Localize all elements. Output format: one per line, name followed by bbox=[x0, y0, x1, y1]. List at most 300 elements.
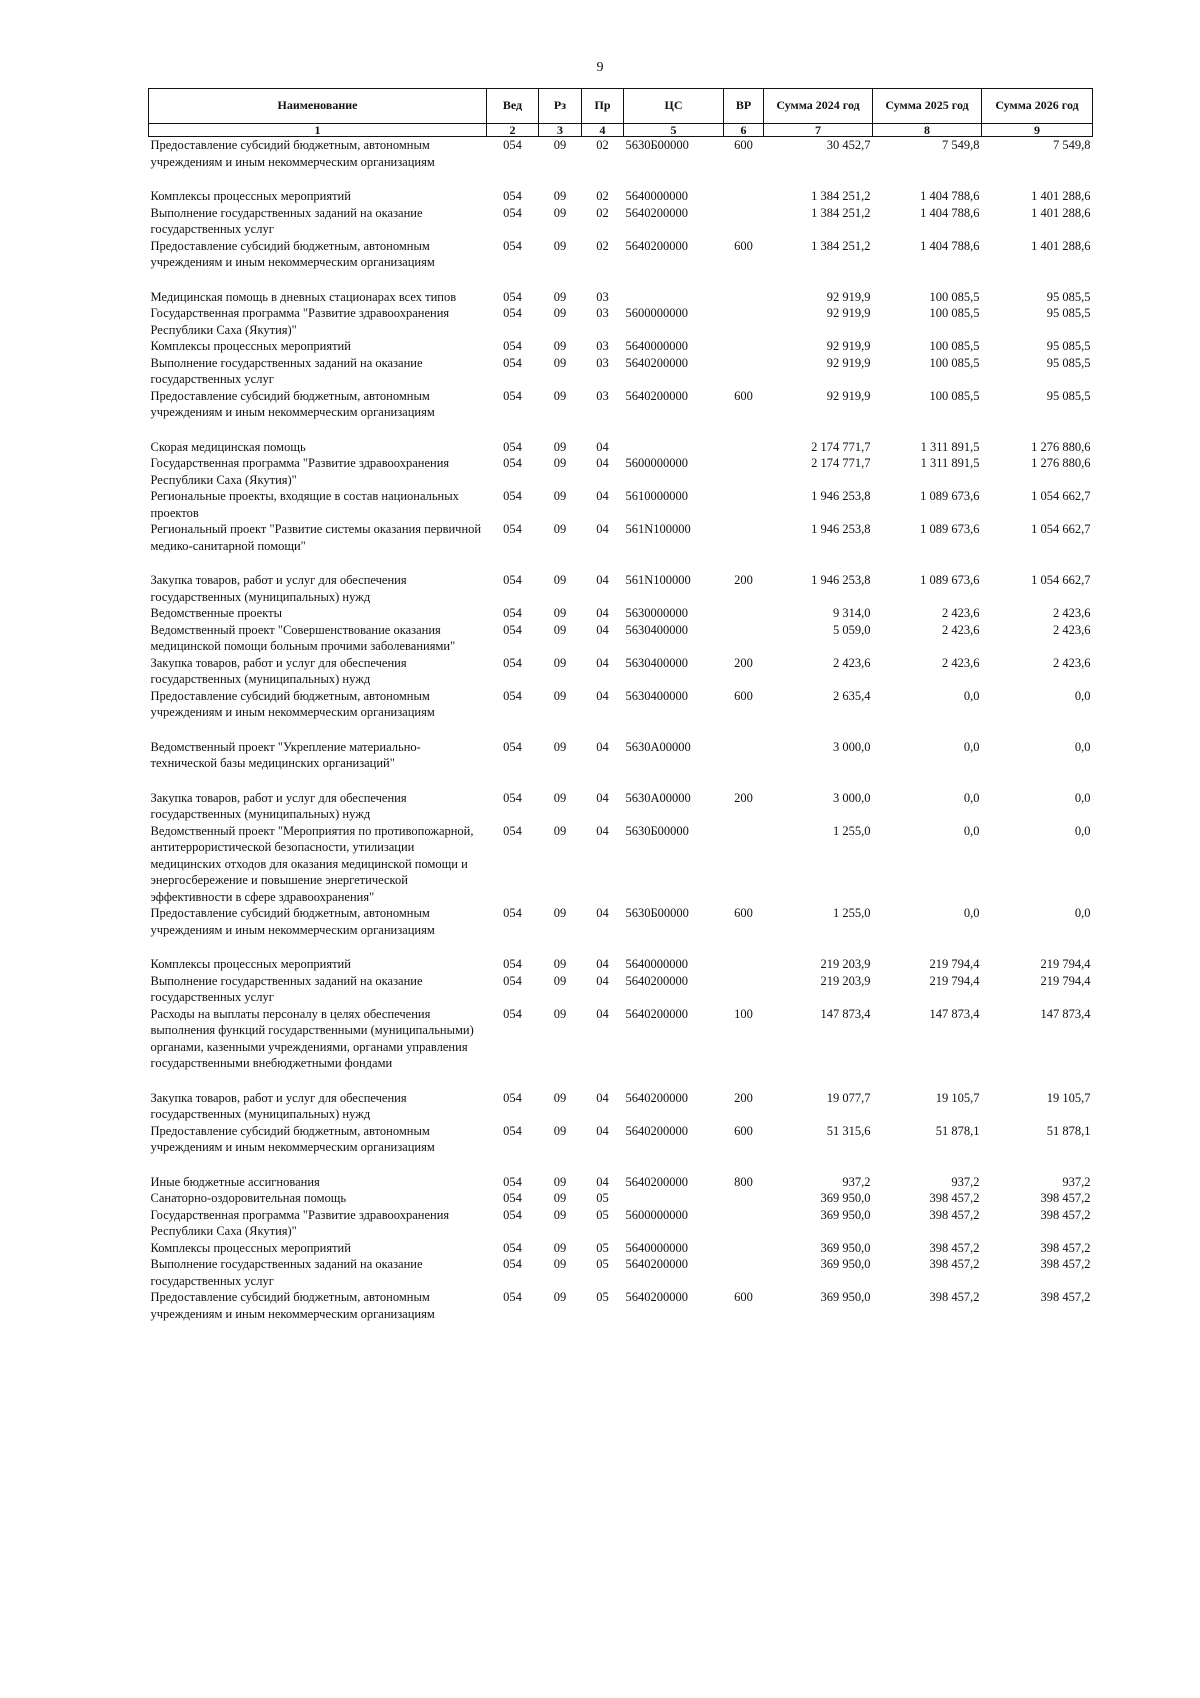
column-number: 4 bbox=[582, 124, 624, 137]
cell-name: Ведомственные проекты bbox=[150, 606, 283, 620]
table-row bbox=[149, 455, 1093, 488]
column-number: 3 bbox=[539, 124, 582, 137]
cell-cs: 5640200000 bbox=[625, 1006, 688, 1021]
cell-sum-2024: 369 950,0 bbox=[820, 1240, 871, 1255]
cell-name: Комплексы процессных мероприятий bbox=[150, 1240, 351, 1255]
cell-sum-2025: 0,0 bbox=[963, 906, 980, 920]
column-number: 2 bbox=[487, 124, 539, 137]
cell-ved: 054 bbox=[503, 439, 522, 454]
cell-sum-2024: 5 059,0 bbox=[833, 622, 871, 637]
cell-sum-2025: 1 311 891,5 bbox=[920, 456, 980, 470]
cell-pr: 02 bbox=[596, 205, 609, 220]
cell-pr: 05 bbox=[596, 1207, 609, 1222]
cell-name: Выполнение государственных заданий на оказание государственных услуг bbox=[150, 973, 423, 1004]
budget-table bbox=[148, 88, 1093, 1322]
cell-vr bbox=[724, 605, 764, 622]
header-rz: Рз bbox=[539, 89, 582, 124]
cell-name: Закупка товаров, работ и услуг для обеспечения государственных (муниципальных) нужд bbox=[150, 790, 407, 821]
cell-cs: 5630400000 bbox=[625, 622, 688, 637]
cell-sum-2025: 219 794,4 bbox=[929, 957, 980, 971]
cell-pr: 04 bbox=[596, 957, 609, 971]
cell-name: Государственная программа "Развитие здравоохранения Республики Саха (Якутия)" bbox=[150, 456, 450, 487]
cell-sum-2025: 7 549,8 bbox=[942, 138, 980, 152]
cell-rz: 09 bbox=[553, 1006, 567, 1021]
header-cs: ЦС bbox=[624, 89, 724, 124]
cell-cs: 5640000000 bbox=[625, 339, 688, 353]
table-row bbox=[149, 137, 1093, 189]
cell-cs bbox=[624, 289, 724, 306]
cell-vr bbox=[724, 1256, 764, 1289]
table-row bbox=[149, 1207, 1093, 1240]
cell-sum-2025: 100 085,5 bbox=[929, 355, 980, 370]
cell-ved: 054 bbox=[503, 906, 522, 920]
cell-sum-2026: 51 878,1 bbox=[1046, 1123, 1091, 1138]
cell-ved: 054 bbox=[503, 1006, 522, 1021]
cell-name: Выполнение государственных заданий на оказание государственных услуг bbox=[150, 1257, 423, 1288]
cell-rz: 09 bbox=[553, 622, 567, 637]
cell-ved: 054 bbox=[503, 739, 522, 754]
cell-vr: 200 bbox=[734, 790, 753, 805]
cell-rz: 09 bbox=[553, 138, 567, 152]
cell-name: Предоставление субсидий бюджетным, автономным учреждениям и иным некоммерческим организациям bbox=[150, 238, 435, 269]
cell-pr: 04 bbox=[596, 573, 609, 587]
cell-sum-2024: 937,2 bbox=[842, 1174, 871, 1189]
cell-cs: 5640200000 bbox=[625, 238, 688, 253]
cell-vr: 600 bbox=[734, 688, 753, 703]
cell-sum-2026: 95 085,5 bbox=[1046, 355, 1091, 370]
cell-ved: 054 bbox=[503, 973, 522, 988]
table-row bbox=[149, 521, 1093, 572]
cell-rz: 09 bbox=[553, 355, 567, 370]
cell-sum-2024: 92 919,9 bbox=[826, 289, 871, 304]
cell-ved: 054 bbox=[503, 688, 522, 703]
cell-vr bbox=[724, 355, 764, 388]
cell-pr: 05 bbox=[596, 1290, 609, 1304]
cell-pr: 03 bbox=[596, 388, 609, 403]
cell-sum-2026: 1 276 880,6 bbox=[1031, 456, 1091, 470]
cell-pr: 04 bbox=[596, 606, 609, 620]
cell-vr: 600 bbox=[734, 238, 753, 253]
cell-sum-2026: 7 549,8 bbox=[1053, 138, 1091, 152]
cell-ved: 054 bbox=[503, 573, 522, 587]
cell-ved: 054 bbox=[503, 1207, 522, 1222]
cell-name: Комплексы процессных мероприятий bbox=[150, 189, 351, 203]
cell-cs: 5640200000 bbox=[625, 355, 688, 370]
table-row bbox=[149, 688, 1093, 739]
cell-pr: 02 bbox=[596, 189, 609, 203]
cell-vr bbox=[724, 622, 764, 655]
cell-vr: 600 bbox=[734, 906, 753, 920]
header-sum-2025: Сумма 2025 год bbox=[873, 89, 982, 124]
cell-pr: 04 bbox=[596, 456, 609, 470]
cell-pr: 05 bbox=[596, 1240, 609, 1255]
cell-vr bbox=[724, 739, 764, 790]
cell-sum-2025: 19 105,7 bbox=[935, 1090, 980, 1105]
cell-sum-2026: 937,2 bbox=[1062, 1174, 1091, 1189]
cell-sum-2026: 147 873,4 bbox=[1040, 1006, 1091, 1021]
cell-ved: 054 bbox=[503, 388, 522, 403]
cell-cs: 5640200000 bbox=[625, 1123, 688, 1138]
cell-rz: 09 bbox=[553, 439, 567, 454]
cell-sum-2024: 1 255,0 bbox=[833, 823, 871, 838]
cell-rz: 09 bbox=[553, 289, 567, 304]
cell-sum-2024: 219 203,9 bbox=[820, 973, 871, 988]
cell-ved: 054 bbox=[503, 957, 522, 971]
cell-pr: 04 bbox=[596, 522, 609, 536]
cell-sum-2026: 219 794,4 bbox=[1040, 973, 1091, 988]
cell-ved: 054 bbox=[503, 1090, 522, 1105]
cell-sum-2024: 3 000,0 bbox=[833, 790, 871, 805]
cell-sum-2024: 1 946 253,8 bbox=[811, 573, 871, 587]
cell-rz: 09 bbox=[553, 339, 567, 353]
cell-name: Иные бюджетные ассигнования bbox=[150, 1174, 320, 1189]
page-number: 9 bbox=[596, 60, 604, 75]
cell-vr bbox=[724, 823, 764, 906]
cell-rz: 09 bbox=[553, 906, 567, 920]
table-row bbox=[149, 605, 1093, 622]
cell-sum-2024: 9 314,0 bbox=[833, 606, 871, 620]
cell-cs: 5630А00000 bbox=[625, 790, 691, 805]
cell-cs: 5640000000 bbox=[625, 189, 688, 203]
cell-sum-2024: 147 873,4 bbox=[820, 1006, 871, 1021]
cell-pr: 04 bbox=[596, 823, 609, 838]
cell-rz: 09 bbox=[553, 1174, 567, 1189]
cell-cs: 561N100000 bbox=[625, 573, 691, 587]
cell-vr bbox=[724, 488, 764, 521]
header-ved: Вед bbox=[487, 89, 539, 124]
cell-name: Предоставление субсидий бюджетным, автономным учреждениям и иным некоммерческим организациям bbox=[150, 388, 435, 419]
cell-pr: 04 bbox=[596, 622, 609, 637]
cell-sum-2025: 100 085,5 bbox=[929, 388, 980, 403]
cell-sum-2026: 95 085,5 bbox=[1046, 306, 1091, 320]
table-row bbox=[149, 1123, 1093, 1174]
cell-name: Предоставление субсидий бюджетным, автономным учреждениям и иным некоммерческим организациям bbox=[150, 138, 435, 169]
cell-vr bbox=[724, 1207, 764, 1240]
cell-rz: 09 bbox=[553, 606, 567, 620]
cell-vr: 200 bbox=[734, 655, 753, 670]
cell-rz: 09 bbox=[553, 688, 567, 703]
cell-rz: 09 bbox=[553, 205, 567, 220]
cell-sum-2024: 51 315,6 bbox=[826, 1123, 871, 1138]
cell-sum-2026: 95 085,5 bbox=[1046, 339, 1091, 353]
cell-pr: 03 bbox=[596, 339, 609, 353]
cell-pr: 04 bbox=[596, 973, 609, 988]
cell-vr bbox=[724, 338, 764, 355]
cell-cs: 5640200000 bbox=[625, 1174, 688, 1189]
cell-sum-2024: 219 203,9 bbox=[820, 957, 871, 971]
cell-sum-2024: 369 950,0 bbox=[820, 1191, 871, 1205]
cell-vr: 600 bbox=[734, 1290, 753, 1304]
cell-sum-2025: 0,0 bbox=[963, 688, 980, 703]
cell-ved: 054 bbox=[503, 489, 522, 503]
cell-sum-2026: 398 457,2 bbox=[1040, 1257, 1091, 1271]
cell-rz: 09 bbox=[553, 489, 567, 503]
cell-name: Предоставление субсидий бюджетным, автономным учреждениям и иным некоммерческим организациям bbox=[150, 688, 435, 719]
cell-vr: 200 bbox=[734, 573, 753, 587]
table-row bbox=[149, 289, 1093, 306]
cell-sum-2025: 1 404 788,6 bbox=[920, 189, 980, 203]
cell-rz: 09 bbox=[553, 522, 567, 536]
cell-pr: 04 bbox=[596, 655, 609, 670]
cell-cs: 5640200000 bbox=[625, 973, 688, 988]
cell-vr: 600 bbox=[734, 388, 753, 403]
cell-cs: 5640200000 bbox=[625, 388, 688, 403]
column-number: 8 bbox=[873, 124, 982, 137]
cell-sum-2024: 92 919,9 bbox=[826, 355, 871, 370]
cell-name: Скорая медицинская помощь bbox=[150, 439, 306, 454]
cell-vr: 600 bbox=[734, 1123, 753, 1138]
cell-ved: 054 bbox=[503, 622, 522, 637]
header-sum-2026: Сумма 2026 год bbox=[982, 89, 1093, 124]
table-row bbox=[149, 1174, 1093, 1191]
cell-cs: 5630Б00000 bbox=[625, 138, 689, 152]
cell-sum-2025: 2 423,6 bbox=[942, 655, 980, 670]
cell-ved: 054 bbox=[503, 522, 522, 536]
cell-sum-2025: 398 457,2 bbox=[929, 1207, 980, 1222]
cell-sum-2024: 92 919,9 bbox=[826, 306, 871, 320]
cell-cs: 5600000000 bbox=[625, 456, 688, 470]
cell-cs: 5640000000 bbox=[625, 957, 688, 971]
table-row bbox=[149, 439, 1093, 456]
cell-cs: 5630400000 bbox=[625, 655, 688, 670]
cell-sum-2025: 1 311 891,5 bbox=[920, 439, 980, 454]
cell-name: Расходы на выплаты персоналу в целях обеспечения выполнения функций государственными (муниципальными) органами, казенными учреждениями, органами управления государственными внебюджетными фондами bbox=[150, 1006, 474, 1070]
table-row bbox=[149, 1006, 1093, 1090]
cell-vr bbox=[724, 439, 764, 456]
cell-sum-2025: 1 089 673,6 bbox=[920, 522, 980, 536]
cell-vr: 600 bbox=[734, 138, 753, 152]
table-row bbox=[149, 388, 1093, 439]
cell-ved: 054 bbox=[503, 189, 522, 203]
cell-cs: 5630Б00000 bbox=[625, 823, 689, 838]
cell-pr: 03 bbox=[596, 306, 609, 320]
column-number: 9 bbox=[982, 124, 1093, 137]
column-number: 5 bbox=[624, 124, 724, 137]
cell-sum-2024: 1 384 251,2 bbox=[811, 189, 871, 203]
cell-sum-2024: 92 919,9 bbox=[826, 339, 871, 353]
cell-pr: 03 bbox=[596, 355, 609, 370]
cell-sum-2026: 0,0 bbox=[1074, 688, 1091, 703]
cell-vr bbox=[724, 289, 764, 306]
cell-name: Ведомственный проект "Мероприятия по противопожарной, антитеррористической безопасности, утилизации медицинских отходов для оказания медицинской помощи и энергосбережение и повышение энергетической эффективности в сфере здравоохранения" bbox=[150, 823, 474, 904]
cell-ved: 054 bbox=[503, 1257, 522, 1271]
cell-rz: 09 bbox=[553, 1240, 567, 1255]
cell-cs: 5630400000 bbox=[625, 688, 688, 703]
cell-ved: 054 bbox=[503, 655, 522, 670]
cell-cs: 5640200000 bbox=[625, 1290, 688, 1304]
cell-cs: 5630000000 bbox=[625, 606, 688, 620]
cell-name: Государственная программа "Развитие здравоохранения Республики Саха (Якутия)" bbox=[150, 306, 450, 337]
header-sum-2024: Сумма 2024 год bbox=[764, 89, 873, 124]
table-row bbox=[149, 739, 1093, 790]
header-name: Наименование bbox=[149, 89, 487, 124]
cell-cs: 5640200000 bbox=[625, 1090, 688, 1105]
cell-sum-2024: 2 423,6 bbox=[833, 655, 871, 670]
table-row bbox=[149, 338, 1093, 355]
cell-name: Предоставление субсидий бюджетным, автономным учреждениям и иным некоммерческим организациям bbox=[150, 1290, 435, 1321]
cell-rz: 09 bbox=[553, 1123, 567, 1138]
cell-name: Ведомственный проект "Укрепление материально-технической базы медицинских организаций" bbox=[150, 739, 421, 770]
cell-sum-2025: 1 089 673,6 bbox=[920, 573, 980, 587]
cell-rz: 09 bbox=[553, 1090, 567, 1105]
cell-ved: 054 bbox=[503, 238, 522, 253]
table-row bbox=[149, 572, 1093, 605]
cell-sum-2024: 1 946 253,8 bbox=[811, 489, 871, 503]
cell-rz: 09 bbox=[553, 823, 567, 838]
cell-ved: 054 bbox=[503, 1123, 522, 1138]
cell-rz: 09 bbox=[553, 238, 567, 253]
cell-cs: 561N100000 bbox=[625, 522, 691, 536]
cell-sum-2026: 19 105,7 bbox=[1046, 1090, 1091, 1105]
table-row bbox=[149, 956, 1093, 973]
cell-rz: 09 bbox=[553, 573, 567, 587]
cell-pr: 04 bbox=[596, 1174, 609, 1189]
cell-name: Медицинская помощь в дневных стационарах всех типов bbox=[150, 289, 457, 304]
cell-vr bbox=[724, 455, 764, 488]
cell-pr: 04 bbox=[596, 790, 609, 805]
table-row bbox=[149, 1256, 1093, 1289]
cell-ved: 054 bbox=[503, 790, 522, 805]
cell-pr: 04 bbox=[596, 439, 609, 454]
cell-pr: 04 bbox=[596, 1090, 609, 1105]
cell-ved: 054 bbox=[503, 456, 522, 470]
cell-name: Комплексы процессных мероприятий bbox=[150, 957, 351, 971]
cell-sum-2026: 2 423,6 bbox=[1053, 622, 1091, 637]
cell-sum-2025: 398 457,2 bbox=[929, 1290, 980, 1304]
cell-cs: 5630А00000 bbox=[625, 739, 691, 754]
cell-sum-2024: 2 635,4 bbox=[833, 688, 871, 703]
cell-pr: 04 bbox=[596, 688, 609, 703]
cell-cs: 5600000000 bbox=[625, 306, 688, 320]
cell-sum-2025: 147 873,4 bbox=[929, 1006, 980, 1021]
cell-sum-2025: 937,2 bbox=[951, 1174, 980, 1189]
table-body bbox=[149, 137, 1093, 1323]
table-row bbox=[149, 1090, 1093, 1123]
cell-sum-2024: 369 950,0 bbox=[820, 1207, 871, 1222]
cell-name: Выполнение государственных заданий на оказание государственных услуг bbox=[150, 355, 423, 386]
cell-sum-2025: 0,0 bbox=[963, 823, 980, 838]
cell-rz: 09 bbox=[553, 739, 567, 754]
cell-sum-2024: 369 950,0 bbox=[820, 1290, 871, 1304]
cell-ved: 054 bbox=[503, 138, 522, 152]
cell-rz: 09 bbox=[553, 973, 567, 988]
cell-sum-2025: 398 457,2 bbox=[929, 1191, 980, 1205]
cell-sum-2024: 1 255,0 bbox=[833, 906, 871, 920]
table-row bbox=[149, 188, 1093, 205]
cell-vr bbox=[724, 1190, 764, 1207]
table-row bbox=[149, 238, 1093, 289]
cell-name: Региональный проект "Развитие системы оказания первичной медико-санитарной помощи" bbox=[150, 522, 482, 553]
cell-vr bbox=[724, 973, 764, 1006]
cell-sum-2026: 398 457,2 bbox=[1040, 1290, 1091, 1304]
cell-ved: 054 bbox=[503, 1240, 522, 1255]
cell-sum-2026: 398 457,2 bbox=[1040, 1207, 1091, 1222]
cell-pr: 04 bbox=[596, 739, 609, 754]
cell-ved: 054 bbox=[503, 1174, 522, 1189]
cell-vr bbox=[724, 188, 764, 205]
cell-sum-2026: 1 054 662,7 bbox=[1031, 522, 1091, 536]
cell-sum-2026: 2 423,6 bbox=[1053, 655, 1091, 670]
cell-ved: 054 bbox=[503, 339, 522, 353]
header-vr: ВР bbox=[724, 89, 764, 124]
cell-sum-2024: 1 946 253,8 bbox=[811, 522, 871, 536]
cell-sum-2026: 0,0 bbox=[1074, 823, 1091, 838]
cell-rz: 09 bbox=[553, 306, 567, 320]
cell-cs: 5640000000 bbox=[625, 1240, 688, 1255]
cell-name: Государственная программа "Развитие здравоохранения Республики Саха (Якутия)" bbox=[150, 1207, 450, 1238]
cell-vr: 200 bbox=[734, 1090, 753, 1105]
cell-sum-2024: 2 174 771,7 bbox=[811, 439, 871, 454]
cell-sum-2025: 100 085,5 bbox=[929, 289, 980, 304]
cell-sum-2025: 0,0 bbox=[963, 790, 980, 805]
cell-sum-2024: 92 919,9 bbox=[826, 388, 871, 403]
table-row bbox=[149, 488, 1093, 521]
cell-rz: 09 bbox=[553, 790, 567, 805]
cell-sum-2024: 1 384 251,2 bbox=[811, 205, 871, 220]
cell-sum-2025: 100 085,5 bbox=[929, 306, 980, 320]
cell-name: Комплексы процессных мероприятий bbox=[150, 339, 351, 353]
cell-ved: 054 bbox=[503, 1191, 522, 1205]
cell-name: Предоставление субсидий бюджетным, автономным учреждениям и иным некоммерческим организациям bbox=[150, 1123, 435, 1154]
cell-sum-2025: 51 878,1 bbox=[935, 1123, 980, 1138]
cell-pr: 04 bbox=[596, 1123, 609, 1138]
table-row bbox=[149, 823, 1093, 906]
cell-ved: 054 bbox=[503, 289, 522, 304]
cell-sum-2026: 1 401 288,6 bbox=[1031, 189, 1091, 203]
cell-ved: 054 bbox=[503, 205, 522, 220]
cell-sum-2026: 0,0 bbox=[1074, 739, 1091, 754]
cell-cs: 5630Б00000 bbox=[625, 906, 689, 920]
table-row bbox=[149, 790, 1093, 823]
table-header bbox=[149, 89, 1093, 137]
cell-pr: 05 bbox=[596, 1257, 609, 1271]
table-row bbox=[149, 905, 1093, 956]
cell-sum-2026: 1 401 288,6 bbox=[1031, 238, 1091, 253]
cell-name: Закупка товаров, работ и услуг для обеспечения государственных (муниципальных) нужд bbox=[150, 655, 407, 686]
cell-rz: 09 bbox=[553, 1290, 567, 1304]
cell-ved: 054 bbox=[503, 355, 522, 370]
cell-rz: 09 bbox=[553, 456, 567, 470]
table-row bbox=[149, 973, 1093, 1006]
cell-sum-2026: 95 085,5 bbox=[1046, 388, 1091, 403]
cell-ved: 054 bbox=[503, 1290, 522, 1304]
cell-sum-2026: 219 794,4 bbox=[1040, 957, 1091, 971]
cell-sum-2024: 369 950,0 bbox=[820, 1257, 871, 1271]
cell-sum-2025: 398 457,2 bbox=[929, 1240, 980, 1255]
cell-rz: 09 bbox=[553, 388, 567, 403]
table-row bbox=[149, 622, 1093, 655]
column-number: 7 bbox=[764, 124, 873, 137]
cell-rz: 09 bbox=[553, 1207, 567, 1222]
cell-vr bbox=[724, 205, 764, 238]
cell-sum-2025: 0,0 bbox=[963, 739, 980, 754]
cell-pr: 04 bbox=[596, 906, 609, 920]
cell-cs: 5640200000 bbox=[625, 205, 688, 220]
cell-sum-2024: 3 000,0 bbox=[833, 739, 871, 754]
cell-cs: 5610000000 bbox=[625, 489, 688, 503]
cell-pr: 03 bbox=[596, 289, 609, 304]
cell-vr bbox=[724, 956, 764, 973]
cell-ved: 054 bbox=[503, 306, 522, 320]
cell-name: Закупка товаров, работ и услуг для обеспечения государственных (муниципальных) нужд bbox=[150, 1090, 407, 1121]
cell-cs: 5600000000 bbox=[625, 1207, 688, 1222]
cell-sum-2024: 19 077,7 bbox=[826, 1090, 871, 1105]
cell-sum-2026: 398 457,2 bbox=[1040, 1191, 1091, 1205]
cell-sum-2025: 1 404 788,6 bbox=[920, 238, 980, 253]
cell-sum-2026: 398 457,2 bbox=[1040, 1240, 1091, 1255]
cell-sum-2025: 398 457,2 bbox=[929, 1257, 980, 1271]
table-row bbox=[149, 305, 1093, 338]
